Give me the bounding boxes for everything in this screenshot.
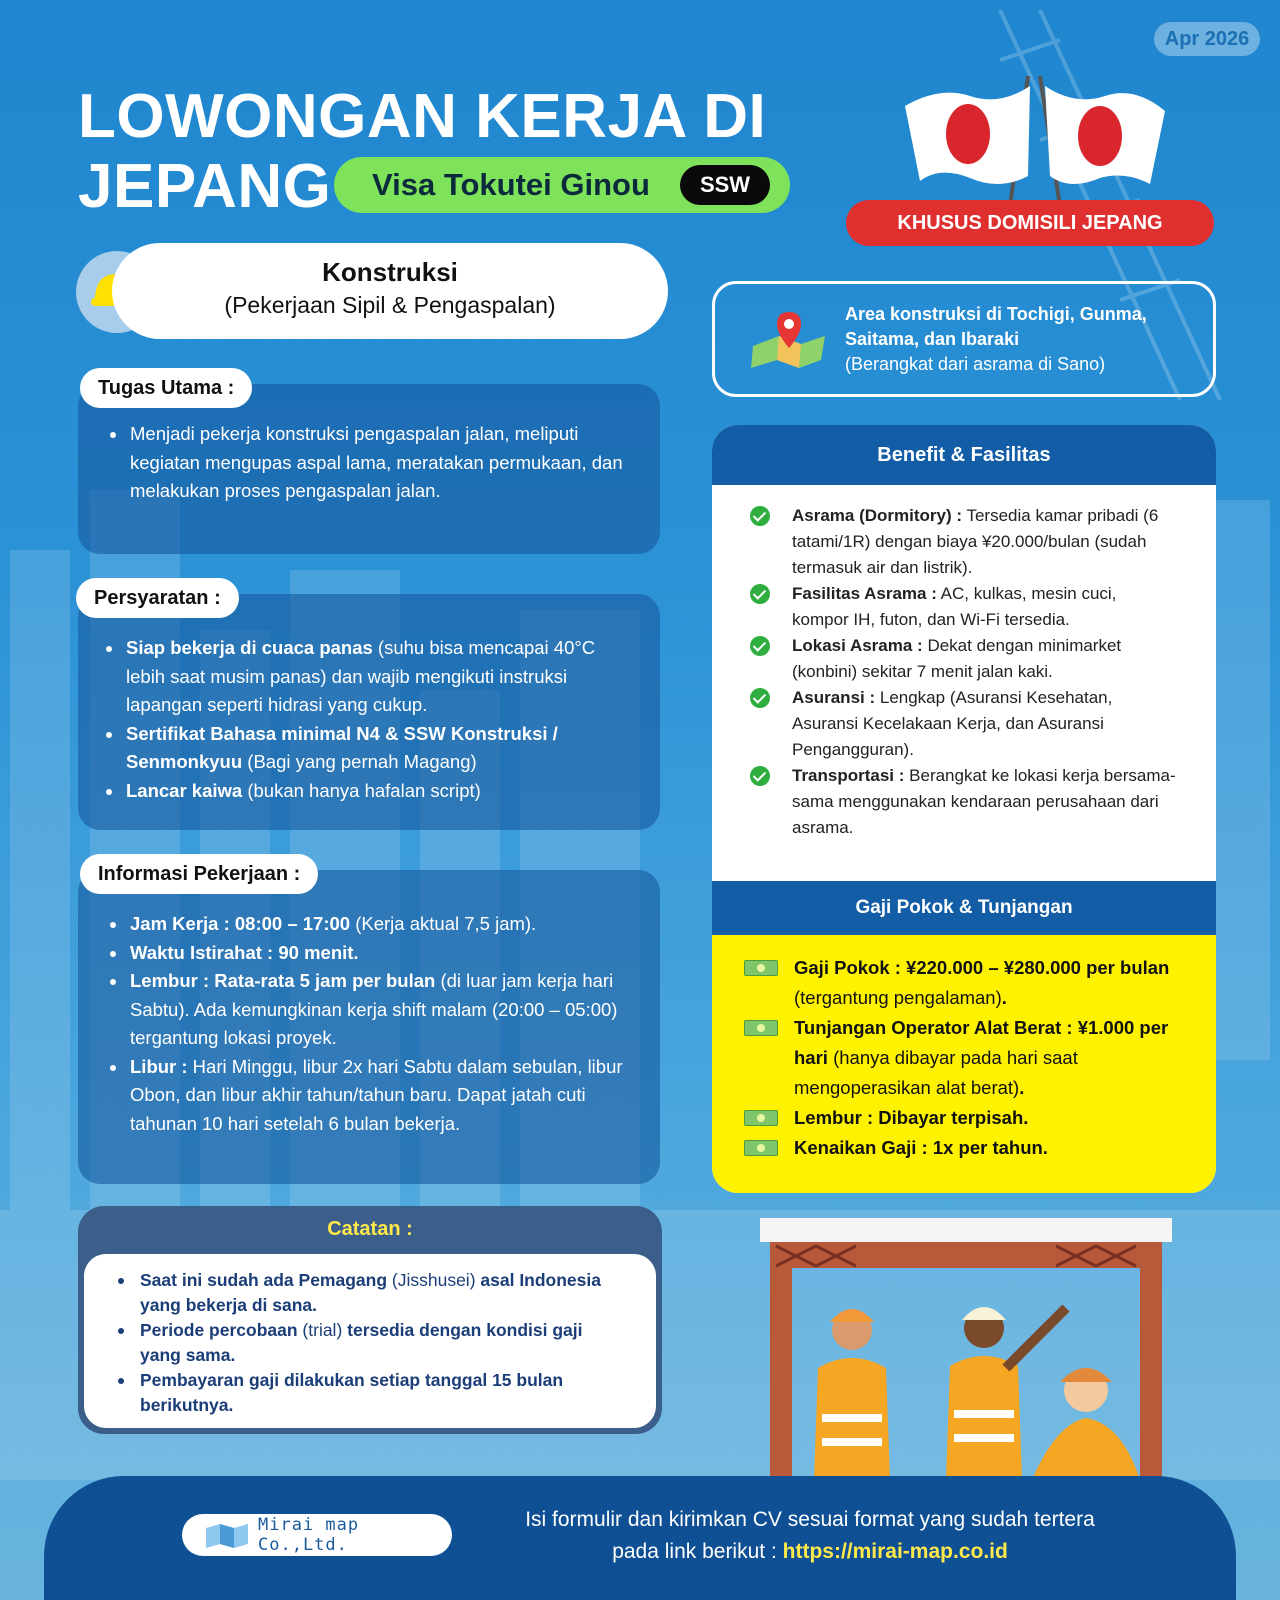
money-icon bbox=[744, 1140, 778, 1156]
benefit-card bbox=[712, 425, 1216, 1193]
informasi-panel bbox=[78, 870, 660, 1184]
gaji-body bbox=[712, 935, 1216, 1193]
date-badge: Apr 2026 bbox=[1154, 22, 1260, 56]
tugas-panel bbox=[78, 384, 660, 554]
catatan-item: Pembayaran gaji dilakukan setiap tanggal 15 bulan berikutnya. bbox=[140, 1368, 616, 1418]
benefit-item: Lokasi Asrama : Dekat dengan minimarket (konbini) sekitar 7 menit jalan kaki. bbox=[792, 633, 1176, 685]
company-logo bbox=[182, 1514, 452, 1556]
tugas-item: Menjadi pekerja konstruksi pengaspalan jalan, meliputi kegiatan mengupas aspal lama, meratakan permukaan, dan melakukan proses pengaspalan jalan. bbox=[108, 420, 630, 506]
map-pin-icon bbox=[749, 310, 827, 370]
money-icon bbox=[744, 960, 778, 976]
footer-line-2: pada link berikut : https://mirai-map.co.id bbox=[612, 1540, 1008, 1563]
location-main: Area konstruksi di Tochigi, Gunma, Saitama, dan Ibaraki bbox=[845, 303, 1147, 349]
benefit-item: Asuransi : Lengkap (Asuransi Kesehatan, Asuransi Kecelakaan Kerja, dan Asuransi Pengangguran). bbox=[792, 685, 1176, 763]
visa-pill bbox=[334, 157, 790, 213]
check-icon bbox=[750, 766, 770, 786]
location-sub: (Berangkat dari asrama di Sano) bbox=[845, 353, 1106, 374]
gaji-item: Gaji Pokok : ¥220.000 – ¥280.000 per bulan (tergantung pengalaman). bbox=[794, 953, 1180, 1013]
check-icon bbox=[750, 688, 770, 708]
benefit-item: Fasilitas Asrama : AC, kulkas, mesin cuci, kompor IH, futon, dan Wi-Fi tersedia. bbox=[792, 581, 1176, 633]
footer-text bbox=[480, 1504, 1140, 1568]
benefit-title: Benefit & Fasilitas bbox=[712, 425, 1216, 485]
persyaratan-panel bbox=[78, 594, 660, 830]
visa-label: Visa Tokutei Ginou bbox=[372, 167, 650, 202]
job-subtitle: (Pekerjaan Sipil & Pengaspalan) bbox=[224, 292, 556, 318]
check-icon bbox=[750, 584, 770, 604]
persyaratan-item: Siap bekerja di cuaca panas (suhu bisa mencapai 40°C lebih saat musim panas) dan wajib mengikuti instruksi lapangan seperti hidrasi yang cukup. bbox=[104, 634, 630, 720]
footer-line-1: Isi formulir dan kirimkan CV sesuai format yang sudah tertera bbox=[525, 1508, 1095, 1531]
title-line-1: LOWONGAN KERJA DI bbox=[78, 82, 767, 151]
company-name: Mirai map Co.,Ltd. bbox=[258, 1515, 360, 1555]
website-link[interactable]: https://mirai-map.co.id bbox=[782, 1540, 1008, 1563]
money-icon bbox=[744, 1110, 778, 1126]
japan-flags-icon bbox=[900, 66, 1180, 206]
benefit-item: Transportasi : Berangkat ke lokasi kerja bersama-sama menggunakan kendaraan perusahaan dari asrama. bbox=[792, 763, 1176, 841]
benefit-item: Asrama (Dormitory) : Tersedia kamar pribadi (6 tatami/1R) dengan biaya ¥20.000/bulan (sudah termasuk air dan listrik). bbox=[792, 503, 1176, 581]
gaji-title: Gaji Pokok & Tunjangan bbox=[712, 881, 1216, 935]
persyaratan-item: Lancar kaiwa (bukan hanya hafalan script) bbox=[104, 777, 630, 806]
informasi-item: Lembur : Rata-rata 5 jam per bulan (di luar jam kerja hari Sabtu). Ada kemungkinan kerja shift malam (20:00 – 05:00) tergantung lokasi proyek. bbox=[108, 967, 634, 1053]
gaji-item: Lembur : Dibayar terpisah. bbox=[794, 1103, 1180, 1133]
gaji-item: Kenaikan Gaji : 1x per tahun. bbox=[794, 1133, 1180, 1163]
money-icon bbox=[744, 1020, 778, 1036]
catatan-item: Saat ini sudah ada Pemagang (Jisshusei) asal Indonesia yang bekerja di sana. bbox=[140, 1268, 616, 1318]
location-box bbox=[712, 281, 1216, 397]
job-title-card bbox=[112, 243, 668, 339]
catatan-title: Catatan : bbox=[327, 1218, 413, 1240]
check-icon bbox=[750, 506, 770, 526]
construction-workers-illustration bbox=[756, 1218, 1176, 1480]
job-title: Konstruksi bbox=[322, 257, 458, 287]
domicile-badge: KHUSUS DOMISILI JEPANG bbox=[846, 200, 1214, 246]
ssw-badge: SSW bbox=[680, 165, 770, 205]
gaji-item: Tunjangan Operator Alat Berat : ¥1.000 per hari (hanya dibayar pada hari saat mengoperasikan alat berat). bbox=[794, 1013, 1180, 1103]
informasi-item: Jam Kerja : 08:00 – 17:00 (Kerja aktual 7,5 jam). bbox=[108, 910, 634, 939]
informasi-label: Informasi Pekerjaan : bbox=[80, 854, 318, 894]
informasi-item: Waktu Istirahat : 90 menit. bbox=[108, 939, 634, 968]
persyaratan-item: Sertifikat Bahasa minimal N4 & SSW Konstruksi / Senmonkyuu (Bagi yang pernah Magang) bbox=[104, 720, 630, 777]
catatan-item: Periode percobaan (trial) tersedia dengan kondisi gaji yang sama. bbox=[140, 1318, 616, 1368]
persyaratan-label: Persyaratan : bbox=[76, 578, 239, 618]
tugas-label: Tugas Utama : bbox=[80, 368, 252, 408]
catatan-card bbox=[78, 1206, 662, 1434]
check-icon bbox=[750, 636, 770, 656]
informasi-item: Libur : Hari Minggu, libur 2x hari Sabtu dalam sebulan, libur Obon, dan libur akhir tahun/tahun baru. Dapat jatah cuti tahunan 10 hari setelah 6 bulan bekerja. bbox=[108, 1053, 634, 1139]
map-logo-icon bbox=[204, 1522, 250, 1548]
title-line-2: JEPANG bbox=[78, 152, 332, 221]
